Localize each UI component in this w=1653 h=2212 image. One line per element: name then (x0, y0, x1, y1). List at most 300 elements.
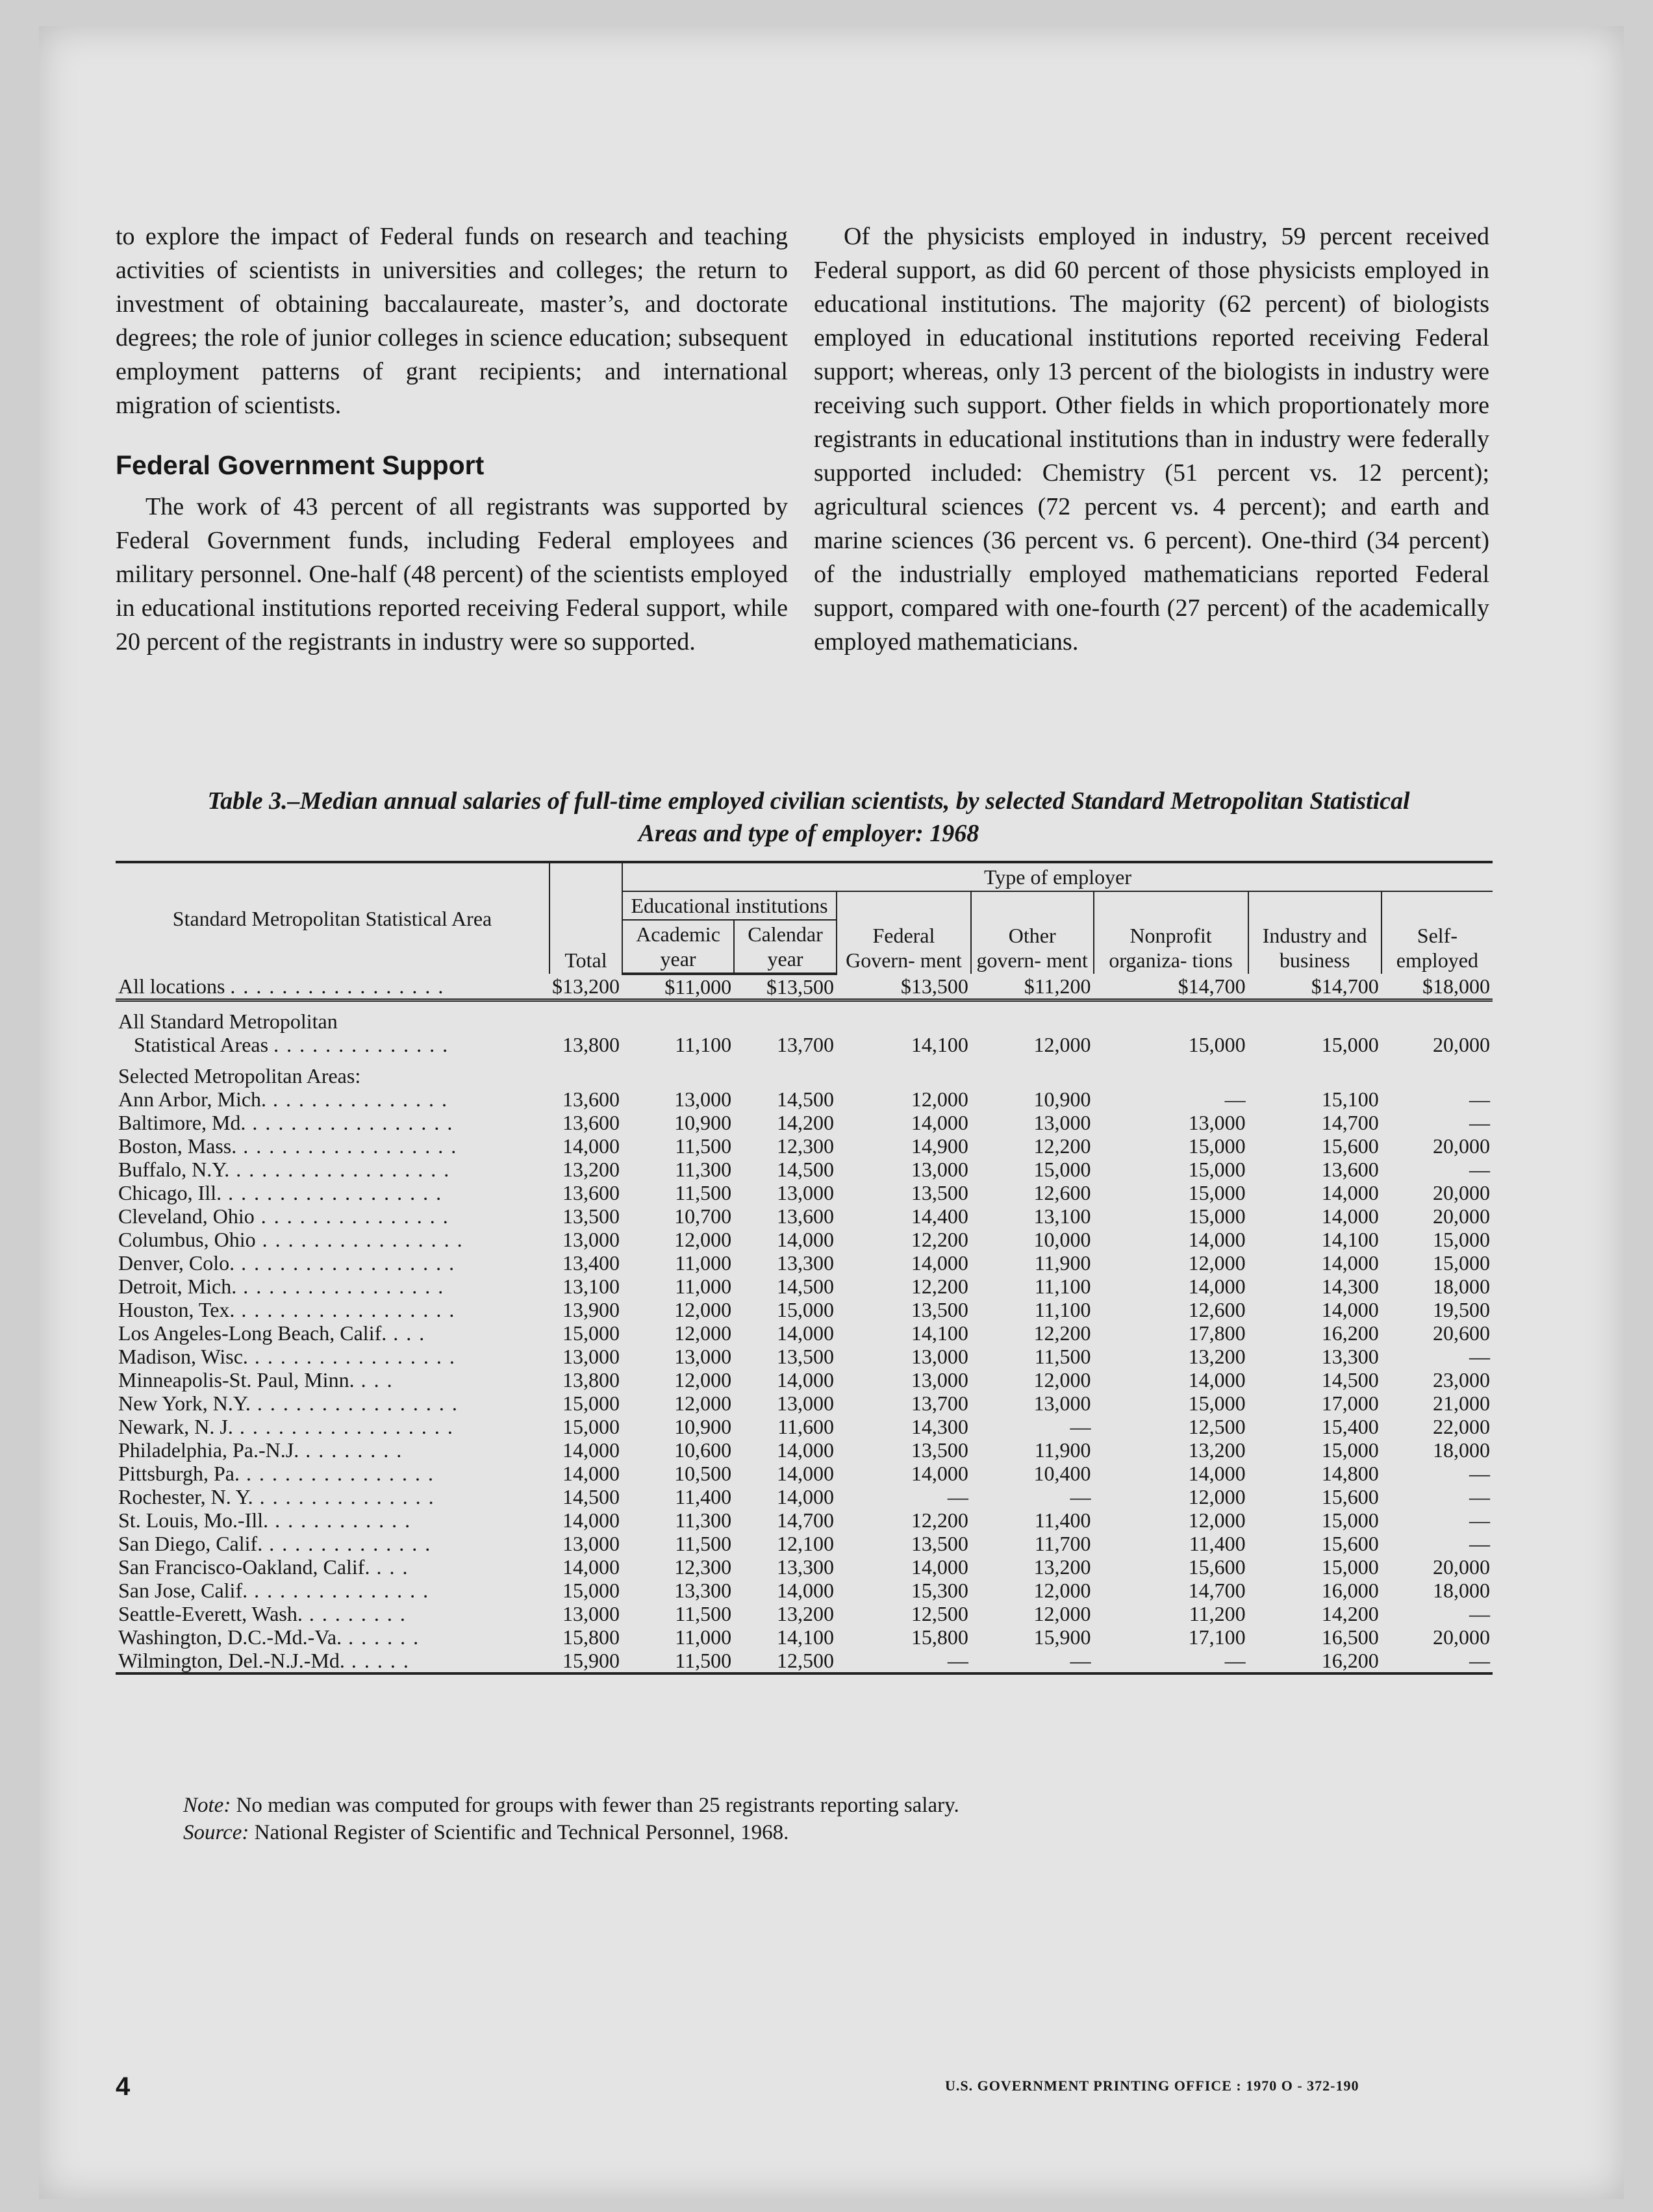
table-cell: 12,600 (1188, 1298, 1246, 1321)
table-cell: 20,000 (1433, 1033, 1490, 1056)
right-paragraph-1: Of the physicists employed in industry, 59 percent received Federal support, as did 60 percent of those physicists employed in educational institutions. The majority (62 percent) of biologists employed in educational institutions reported receiving Federal support; whereas, only 13 percent of the biologists in industry were receiving such support. Other fields in which proportionately more registrants in educational institutions than in industry were federally supported included: Chemistry (51 percent vs. 12 percent); agricultural sciences (72 percent vs. 4 percent); and earth and marine sciences (36 percent vs. 6 percent). One-third (34 percent) of the industrially employed mathematicians reported Federal support, compared with one-fourth (27 percent) of the academically employed mathematicians. (814, 223, 1489, 655)
table-cell: 13,500 (776, 1345, 834, 1368)
table-cell: 13,000 (674, 1087, 732, 1111)
table-cell: 14,000 (776, 1579, 834, 1602)
table-cell: 14,000 (776, 1462, 834, 1485)
table-cell: 15,900 (549, 1649, 622, 1673)
table-cell: 14,000 (1188, 1368, 1246, 1392)
table-cell: 14,000 (911, 1251, 968, 1275)
table-cell: 13,300 (674, 1579, 732, 1602)
table-cell: 13,100 (1033, 1204, 1091, 1228)
other-government-header: Other govern- ment (971, 891, 1094, 974)
table-row (116, 1485, 1493, 1508)
area-name: Newark, N. J. . . . . . . . . . . . . . . . . . (118, 1415, 454, 1438)
table-cell: — (1469, 1345, 1490, 1368)
table-cell: 15,000 (1321, 1555, 1379, 1579)
leader-dots: . . . . . . . . . . . . . . . . . (233, 1415, 454, 1438)
table-cell: 14,000 (776, 1368, 834, 1392)
table-cell: — (1469, 1158, 1490, 1181)
table-caption (110, 785, 1507, 850)
table-cell: 12,500 (1188, 1415, 1246, 1438)
table-cell: 14,000 (776, 1228, 834, 1251)
table-cell: 14,500 (776, 1158, 834, 1181)
table-cell: 11,700 (1034, 1532, 1091, 1555)
table-cell: 14,000 (1321, 1298, 1379, 1321)
leader-dots: . . . . . . . . (299, 1438, 403, 1462)
table-cell: 12,000 (674, 1368, 732, 1392)
table-cell: 13,800 (562, 1033, 620, 1056)
table-cell: 15,000 (1188, 1392, 1246, 1415)
table-cell: 11,500 (1034, 1345, 1091, 1368)
table-cell: 14,000 (562, 1555, 620, 1579)
table-cell: 13,300 (776, 1555, 834, 1579)
table-cell: 14,000 (776, 1438, 834, 1462)
left-paragraph-2: The work of 43 percent of all registrants was supported by Federal Government funds, including Federal employees and military personnel. One-half (48 percent) of the scientists employed in educational institutions reported receiving Federal support, while 20 percent of the registrants in industry were so supported. (116, 493, 788, 655)
table-row (116, 1602, 1493, 1625)
table-cell: 14,100 (911, 1033, 968, 1056)
area-name: Chicago, Ill. . . . . . . . . . . . . . . . . . (118, 1181, 443, 1204)
leader-dots: . . . . . . . . . . . . . . . . (247, 1345, 456, 1368)
table-cell: 12,500 (911, 1602, 968, 1625)
table-cell: 11,100 (675, 1033, 732, 1056)
table-cell: 13,500 (911, 1532, 968, 1555)
table-cell: — (1469, 1532, 1490, 1555)
table-cell: 12,000 (911, 1087, 968, 1111)
area-name: Wilmington, Del.-N.J.-Md. . . . . . (116, 1649, 549, 1673)
leader-dots: . . . . . . . . . . . . . . . . . (234, 1298, 456, 1321)
table-cell: 12,200 (1033, 1321, 1091, 1345)
area-name: Boston, Mass. . . . . . . . . . . . . . . . . . (118, 1134, 458, 1158)
area-name: Washington, D.C.-Md.-Va. . . . . . . (118, 1625, 420, 1649)
table-cell: — (1070, 1415, 1091, 1438)
table-row (116, 1579, 1493, 1602)
table-cell: 12,000 (1188, 1485, 1246, 1508)
table-cell: 14,000 (911, 1462, 968, 1485)
table-cell: $13,200 (552, 974, 620, 998)
area-name: Philadelphia, Pa.-N.J. . . . . . . . . (118, 1438, 403, 1462)
table-cell: 14,000 (911, 1111, 968, 1134)
selected-areas-label-row (116, 1056, 1493, 1087)
table-cell: 22,000 (1433, 1415, 1490, 1438)
leader-dots: . . . . . . . . . . . . . . . . (236, 1275, 445, 1298)
table-cell: 12,000 (1188, 1508, 1246, 1532)
table-row (116, 1555, 1493, 1579)
area-name: Pittsburgh, Pa. . . . . . . . . . . . . . . . (118, 1462, 435, 1485)
table-cell: 12,000 (674, 1392, 732, 1415)
table-cell: 13,500 (911, 1181, 968, 1204)
table-cell: 13,700 (911, 1392, 968, 1415)
table-cell: 13,000 (911, 1368, 968, 1392)
table-row (116, 1275, 1493, 1298)
table-cell: 13,300 (776, 1251, 834, 1275)
table-cell: 13,600 (1321, 1158, 1379, 1181)
salary-table (116, 861, 1493, 1675)
table-cell: — (1469, 1462, 1490, 1485)
table-cell: 17,000 (1321, 1392, 1379, 1415)
table-cell: 13,000 (674, 1345, 732, 1368)
table-cell: 18,000 (1433, 1438, 1490, 1462)
all-smsa-label: All Standard Metropolitan (116, 1000, 549, 1034)
table-cell: 15,000 (562, 1321, 620, 1345)
table-cell: 19,500 (1433, 1298, 1490, 1321)
table-cell: 15,000 (1321, 1508, 1379, 1532)
source-text: National Register of Scientific and Technical Personnel, 1968. (254, 1821, 789, 1844)
all-smsa-label-2: Statistical Areas . . . . . . . . . . . . . . (134, 1033, 449, 1056)
area-name: San Diego, Calif. . . . . . . . . . . . . . (118, 1532, 432, 1555)
table-cell: 15,000 (776, 1298, 834, 1321)
leader-dots: . . . . . . . . . . . . . (262, 1532, 432, 1555)
table-cell: 13,000 (562, 1532, 620, 1555)
leader-dots: . . . . . . . . . . . . . . . . . (221, 1181, 443, 1204)
table-cell: 10,900 (674, 1415, 732, 1438)
table-cell: 13,800 (562, 1368, 620, 1392)
table-row (116, 1204, 1493, 1228)
area-column-header: Standard Metropolitan Statistical Area (116, 862, 549, 974)
table-cell: 12,000 (1033, 1368, 1091, 1392)
table-cell: 14,400 (911, 1204, 968, 1228)
area-name: Madison, Wisc. . . . . . . . . . . . . . . . . (118, 1345, 456, 1368)
table-cell: 13,400 (562, 1251, 620, 1275)
area-name: Rochester, N. Y. . . . . . . . . . . . . . . (118, 1485, 435, 1508)
area-name: Denver, Colo. . . . . . . . . . . . . . . . . . (118, 1251, 456, 1275)
table-cell: 17,100 (1188, 1625, 1246, 1649)
table-row (116, 1368, 1493, 1392)
table-cell: 13,000 (562, 1602, 620, 1625)
table-cell: 12,200 (911, 1275, 968, 1298)
table-cell: 15,000 (562, 1415, 620, 1438)
table-cell: 15,000 (1433, 1228, 1490, 1251)
table-row (116, 1321, 1493, 1345)
table-cell: 13,100 (562, 1275, 620, 1298)
leader-dots: . . . . . . . . . . . . . . . . . (234, 1251, 456, 1275)
note-label: Note: (183, 1794, 231, 1817)
table-cell: 13,000 (1033, 1392, 1091, 1415)
total-column-header: Total (549, 862, 622, 974)
table-cell: 11,300 (675, 1158, 732, 1181)
table-cell: 20,600 (1433, 1321, 1490, 1345)
table-cell: 15,800 (562, 1625, 620, 1649)
table-cell: 20,000 (1433, 1204, 1490, 1228)
table-cell: 13,200 (1188, 1438, 1246, 1462)
all-smsa-row (116, 1033, 1493, 1056)
table-cell: 13,000 (1033, 1111, 1091, 1134)
table-cell: 11,500 (675, 1532, 732, 1555)
leader-dots: . . . . . . . . . . . . . . . . (255, 1228, 464, 1251)
table-cell: 10,400 (1033, 1462, 1091, 1485)
table-cell: 15,000 (1321, 1033, 1379, 1056)
table-cell: 14,300 (911, 1415, 968, 1438)
table-cell: — (1469, 1485, 1490, 1508)
table-cell: — (1469, 1602, 1490, 1625)
table-cell: 13,000 (776, 1181, 834, 1204)
table-cell: 14,000 (1321, 1251, 1379, 1275)
table-cell: 12,000 (674, 1228, 732, 1251)
table-cell: 15,000 (562, 1579, 620, 1602)
table-cell: 14,000 (776, 1321, 834, 1345)
table-cell: 14,000 (1188, 1275, 1246, 1298)
table-cell: 20,000 (1433, 1625, 1490, 1649)
leader-dots: . . . . . . . . . . . . . . (247, 1579, 430, 1602)
calendar-year-header: Calendar year (734, 920, 837, 974)
table-cell: 15,000 (1188, 1158, 1246, 1181)
area-name: Cleveland, Ohio . . . . . . . . . . . . . . . (118, 1204, 449, 1228)
table-cell: 14,500 (776, 1087, 834, 1111)
table-row (116, 1298, 1493, 1321)
table-cell: 14,000 (1321, 1204, 1379, 1228)
table-row (116, 1134, 1493, 1158)
area-name: Ann Arbor, Mich. . . . . . . . . . . . . . . (118, 1087, 449, 1111)
table-cell: 13,600 (776, 1204, 834, 1228)
table-row (116, 1462, 1493, 1485)
table-cell: 12,200 (1033, 1134, 1091, 1158)
table-cell: 13,000 (1188, 1111, 1246, 1134)
table-cell: 11,500 (675, 1134, 732, 1158)
table-cell: 10,600 (674, 1438, 732, 1462)
table-cell: 15,600 (1321, 1134, 1379, 1158)
table-cell: 15,000 (1188, 1033, 1246, 1056)
table-cell: 10,900 (674, 1111, 732, 1134)
table-cell: 11,000 (675, 1275, 732, 1298)
table-cell: — (1382, 1649, 1493, 1673)
leader-dots: . . . . . . . . . . . . . . . . (246, 1111, 454, 1134)
table-cell: 12,100 (776, 1532, 834, 1555)
self-employed-header: Self- employed (1396, 924, 1478, 972)
table-cell: 17,800 (1188, 1321, 1246, 1345)
table-row (116, 1625, 1493, 1649)
table-cell: 14,900 (911, 1134, 968, 1158)
table-cell: 14,000 (911, 1555, 968, 1579)
table-cell: 14,000 (1188, 1462, 1246, 1485)
table-cell: 12,000 (674, 1321, 732, 1345)
table-cell: 13,600 (562, 1111, 620, 1134)
leader-dots: . . . . . . . . . . . . . . . . . (229, 1158, 451, 1181)
table-cell: 13,000 (562, 1345, 620, 1368)
leader-dots: . . . . . . . . . . . . . . . . (250, 1392, 459, 1415)
table-cell: 11,200 (1189, 1602, 1246, 1625)
table-cell: 13,300 (1321, 1345, 1379, 1368)
table-cell: 18,000 (1433, 1579, 1490, 1602)
table-cell: $11,200 (1024, 974, 1091, 998)
table-cell: 12,000 (1033, 1602, 1091, 1625)
table-cell: 15,900 (1033, 1625, 1091, 1649)
table-cell: 14,500 (776, 1275, 834, 1298)
table-cell: 11,400 (1034, 1508, 1091, 1532)
leader-dots: . . . (386, 1321, 426, 1345)
type-of-employer-header: Type of employer (622, 862, 1493, 891)
table-cell: 15,000 (1033, 1158, 1091, 1181)
table-cell: 14,100 (1321, 1228, 1379, 1251)
area-name: Minneapolis-St. Paul, Minn. . . . (118, 1368, 394, 1392)
table-caption-line-2: Areas and type of employer: 1968 (638, 820, 979, 847)
table-cell: 15,000 (1188, 1181, 1246, 1204)
leader-dots: . . . . . . . . . . . . . . (253, 1485, 435, 1508)
table-cell: 20,000 (1433, 1134, 1490, 1158)
table-cell: 11,900 (1034, 1438, 1091, 1462)
nonprofit-header: Nonprofit organiza- tions (1094, 891, 1248, 974)
table-cell: — (1224, 1087, 1246, 1111)
table-cell: 13,500 (911, 1438, 968, 1462)
table-cell: 12,000 (674, 1298, 732, 1321)
educational-institutions-header: Educational institutions (622, 891, 837, 920)
table-cell: 15,000 (1188, 1204, 1246, 1228)
table-cell: 11,500 (675, 1181, 732, 1204)
table-row (116, 1532, 1493, 1555)
table-cell: 13,500 (911, 1298, 968, 1321)
table-notes (183, 1792, 1222, 1846)
table-cell: 14,500 (562, 1485, 620, 1508)
table-cell: 14,100 (776, 1625, 834, 1649)
area-name: San Jose, Calif. . . . . . . . . . . . . . . (118, 1579, 430, 1602)
table-row (116, 1228, 1493, 1251)
area-name: Columbus, Ohio . . . . . . . . . . . . . . . . (118, 1228, 464, 1251)
leader-dots: . . . . . . . . . . . (268, 1508, 412, 1532)
table-cell: — (971, 1649, 1094, 1673)
table-cell: 14,700 (1321, 1111, 1379, 1134)
table-cell: 13,600 (562, 1181, 620, 1204)
table-cell: 12,200 (911, 1508, 968, 1532)
table-cell: 13,200 (776, 1602, 834, 1625)
table-cell: $13,500 (766, 975, 834, 998)
table-cell: $14,700 (1311, 974, 1379, 998)
table-row (116, 1087, 1493, 1111)
leader-dots: . . . . . (344, 1649, 410, 1672)
all-locations-row (116, 974, 1493, 1000)
table-cell: 14,700 (776, 1508, 834, 1532)
table-row (116, 1251, 1493, 1275)
document-page (39, 26, 1624, 2199)
table-cell: 15,000 (1188, 1134, 1246, 1158)
table-cell: 13,000 (776, 1392, 834, 1415)
table-cell: 12,600 (1033, 1181, 1091, 1204)
table-cell: 11,500 (622, 1649, 734, 1673)
table-cell: 16,200 (1248, 1649, 1382, 1673)
table-cell: 12,000 (1033, 1579, 1091, 1602)
table-cell: 14,000 (562, 1438, 620, 1462)
table-cell: 14,100 (911, 1321, 968, 1345)
table-cell: 14,200 (1321, 1602, 1379, 1625)
table-cell: 15,400 (1321, 1415, 1379, 1438)
leader-dots: . . . . . . (342, 1625, 420, 1649)
table-cell: 12,300 (776, 1134, 834, 1158)
table-cell: 13,200 (562, 1158, 620, 1181)
table-cell: 14,000 (776, 1485, 834, 1508)
table-row (116, 1415, 1493, 1438)
printer-imprint: U.S. GOVERNMENT PRINTING OFFICE : 1970 O - 372-190 (945, 2078, 1359, 2094)
leader-dots: . . . . . . . . . . . . . . (266, 1087, 449, 1111)
table-cell: — (1469, 1087, 1490, 1111)
table-row (116, 1181, 1493, 1204)
table-cell: 12,300 (674, 1555, 732, 1579)
table-row (116, 1158, 1493, 1181)
leader-dots: . . . (354, 1368, 394, 1392)
federal-government-header: Federal Govern- ment (837, 891, 971, 974)
table-cell: $11,000 (664, 975, 732, 998)
table-cell: 13,200 (1033, 1555, 1091, 1579)
table-cell: 13,900 (562, 1298, 620, 1321)
table-cell: 12,000 (1033, 1033, 1091, 1056)
table-cell: 14,000 (1321, 1181, 1379, 1204)
table-row (116, 1392, 1493, 1415)
area-name: Baltimore, Md. . . . . . . . . . . . . . . . . (118, 1111, 454, 1134)
section-heading: Federal Government Support (116, 450, 485, 480)
table-cell: 14,000 (562, 1508, 620, 1532)
table-cell: 15,600 (1321, 1532, 1379, 1555)
table-cell: $13,500 (900, 974, 968, 998)
table-cell: 14,000 (1188, 1228, 1246, 1251)
table-cell: — (1070, 1485, 1091, 1508)
table-cell: 21,000 (1433, 1392, 1490, 1415)
area-name: New York, N.Y. . . . . . . . . . . . . . . . . (118, 1392, 459, 1415)
table-cell: 14,800 (1321, 1462, 1379, 1485)
table-cell: 13,000 (911, 1158, 968, 1181)
table-cell: 10,700 (674, 1204, 732, 1228)
table-cell: 13,000 (911, 1345, 968, 1368)
table-cell: 15,000 (1321, 1438, 1379, 1462)
table-cell: 11,300 (675, 1508, 732, 1532)
table-cell: 16,500 (1321, 1625, 1379, 1649)
table-cell: 15,600 (1188, 1555, 1246, 1579)
leader-dots: . . . . . . . . . . . . . . . (240, 1462, 435, 1485)
table-cell: 13,200 (1188, 1345, 1246, 1368)
table-caption-line-1: Table 3.–Median annual salaries of full-time employed civilian scientists, by selected Standard Metropolitan Statistical (207, 787, 1410, 815)
table-cell: 12,000 (1188, 1251, 1246, 1275)
area-name: St. Louis, Mo.-Ill. . . . . . . . . . . . (118, 1508, 412, 1532)
table-cell: 16,200 (1321, 1321, 1379, 1345)
table-cell: 12,200 (911, 1228, 968, 1251)
table-cell: 14,000 (562, 1462, 620, 1485)
table-cell: 14,000 (562, 1134, 620, 1158)
table-cell: 18,000 (1433, 1275, 1490, 1298)
table-cell: $14,700 (1178, 974, 1246, 998)
table-cell: — (1469, 1111, 1490, 1134)
table-cell: 11,600 (777, 1415, 834, 1438)
academic-year-header: Academic year (622, 920, 734, 974)
leader-dots: . . . . . . . . . . . . . . . . . (236, 1134, 458, 1158)
source-label: Source: (183, 1821, 249, 1844)
table-cell: 15,800 (911, 1625, 968, 1649)
table-cell: 14,700 (1188, 1579, 1246, 1602)
table-cell: 15,600 (1321, 1485, 1379, 1508)
table-row (116, 1345, 1493, 1368)
table-cell: 16,000 (1321, 1579, 1379, 1602)
table-cell: 11,000 (675, 1625, 732, 1649)
left-text-column (116, 220, 788, 659)
table-row (116, 1508, 1493, 1532)
right-text-column (814, 220, 1489, 659)
area-name: Detroit, Mich. . . . . . . . . . . . . . . . . (118, 1275, 445, 1298)
table-cell: 13,000 (562, 1228, 620, 1251)
table-cell: 12,500 (734, 1649, 837, 1673)
table-cell: 14,200 (776, 1111, 834, 1134)
table-cell: $18,000 (1422, 974, 1490, 998)
table-cell: 11,400 (675, 1485, 732, 1508)
table-cell: 11,500 (675, 1602, 732, 1625)
leader-dots: . . . . . . . . (302, 1602, 407, 1625)
table-cell: 13,500 (562, 1204, 620, 1228)
leader-dots: . . . (370, 1555, 409, 1579)
table-cell: 15,100 (1321, 1087, 1379, 1111)
table-cell: — (837, 1649, 971, 1673)
table-cell: — (1094, 1649, 1248, 1673)
table-cell: — (947, 1485, 968, 1508)
area-name: Seattle-Everett, Wash. . . . . . . . . (118, 1602, 407, 1625)
table-row (116, 1649, 1493, 1673)
table-cell: 11,400 (1189, 1532, 1246, 1555)
table-cell: 11,900 (1034, 1251, 1091, 1275)
left-paragraph-1: to explore the impact of Federal funds on research and teaching activities of scientists in universities and colleges; the return to investment of obtaining baccalaureate, master’s, and doctorate degrees; the role of junior colleges in science education; subsequent employment patterns of grant recipients; and international migration of scientists. (116, 223, 788, 419)
table-cell: 23,000 (1433, 1368, 1490, 1392)
table-cell: 10,900 (1033, 1087, 1091, 1111)
